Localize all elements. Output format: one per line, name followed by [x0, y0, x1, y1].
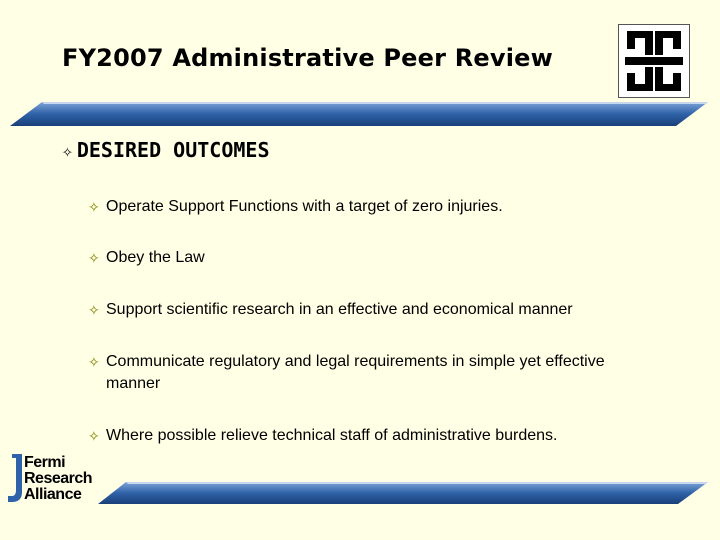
bullet-icon: ✧ — [88, 428, 100, 444]
list-item-text: Support scientific research in an effective and economical manner — [106, 301, 573, 318]
list-item — [88, 247, 648, 269]
bullet-icon: ✧ — [88, 302, 100, 318]
list-item — [88, 299, 648, 321]
footer-divider-bar — [96, 480, 710, 506]
slide-title: FY2007 Administrative Peer Review — [62, 44, 554, 72]
section-heading — [62, 138, 270, 162]
bullet-icon: ✧ — [88, 199, 100, 215]
fra-logo-line1: Fermi — [24, 454, 66, 471]
list-item-text: Communicate regulatory and legal requirements in simple yet effective manner — [106, 353, 605, 392]
section-heading-label: DESIRED OUTCOMES — [76, 138, 270, 162]
fermilab-logo-icon — [618, 24, 690, 98]
header-divider-bar — [8, 100, 710, 128]
list-item-text: Where possible relieve technical staff of administrative burdens. — [106, 427, 558, 444]
bullet-icon: ✧ — [88, 354, 100, 370]
fra-logo-text — [24, 455, 92, 503]
fra-logo-line2: Research — [24, 470, 93, 487]
bullet-icon: ✧ — [88, 250, 100, 266]
list-item-text: Operate Support Functions with a target of zero injuries. — [106, 198, 503, 215]
list-item — [88, 196, 648, 218]
list-item — [88, 351, 608, 395]
list-item-text: Obey the Law — [106, 249, 205, 266]
list-item — [88, 425, 648, 447]
heading-bullet-icon: ✧ — [62, 141, 73, 162]
fra-logo-line3: Alliance — [24, 486, 82, 503]
